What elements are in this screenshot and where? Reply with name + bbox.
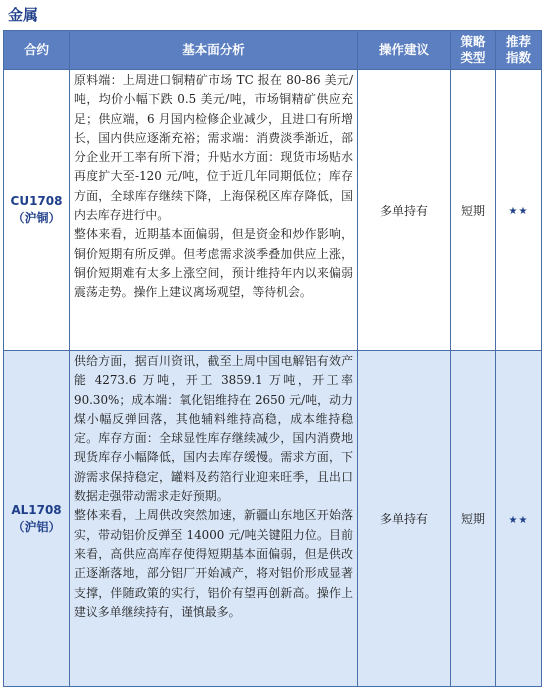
rating-stars-icon: ★★ — [508, 206, 529, 217]
table-row-copper — [4, 70, 542, 351]
contract-code: AL1708 — [11, 502, 62, 517]
header-contract: 合约 — [4, 31, 70, 70]
header-strategy — [451, 31, 496, 70]
section-title: 金属 — [8, 6, 39, 24]
advice-cell: 多单持有 — [358, 351, 451, 687]
contract-name: （沪铝） — [12, 519, 61, 534]
analysis-cell — [70, 70, 358, 351]
analysis-cell — [70, 351, 358, 687]
rating-stars-icon: ★★ — [508, 514, 529, 526]
contract-cell — [4, 351, 70, 687]
header-rating-line2: 指数 — [505, 50, 531, 65]
rating-cell — [496, 70, 542, 351]
table-row-aluminum — [4, 351, 542, 687]
contract-name: （沪铜） — [12, 211, 61, 225]
header-rating — [496, 31, 542, 70]
header-rating-line1: 推荐 — [505, 34, 531, 49]
contract-code: CU1708 — [10, 194, 63, 208]
contract-cell — [4, 70, 70, 351]
header-strategy-line2: 类型 — [460, 50, 486, 65]
analysis-paragraph-2: 整体来看，近期基本面偏弱，但是资金和炒作影响，铜价短期有所反弹。但考虑需求淡季叠加供应上涨，铜价短期难有太多上涨空间，预计维持年内以来偏弱震荡走势。操作上建议离场观望，等待机会。 — [74, 227, 353, 300]
futures-analysis-table — [3, 30, 542, 687]
table-header-row — [4, 31, 542, 70]
header-strategy-line1: 策略 — [460, 34, 486, 49]
header-analysis: 基本面分析 — [70, 31, 358, 70]
header-advice: 操作建议 — [358, 31, 451, 70]
analysis-paragraph-2: 整体来看，上周供改突然加速，新疆山东地区开始落实，带动铝价反弹至 14000 元/吨关键阻力位。目前来看，高供应高库存使得短期基本面偏弱，但是供改正逐渐落地，部分铝厂开始减产，将对铝价形成显著支撑，伴随政策的实行，铝价有望再创新高。操作上建议多单继续持有，谨慎最多。 — [74, 508, 353, 619]
strategy-cell: 短期 — [451, 70, 496, 351]
rating-cell — [496, 351, 542, 687]
strategy-cell: 短期 — [451, 351, 496, 687]
analysis-paragraph-1: 原料端：上周进口铜精矿市场 TC 报在 80-86 美元/吨，均价小幅下跌 0.5 美元/吨，市场铜精矿供应充足；供应端，6 月国内检修企业减少，且进口有所增长，国内供应逐渐充裕；需求端：消费淡季渐近，部分企业开工率有所下滑；升贴水方面：现货市场贴水再度扩大至-120 元/吨，位于近几年同期低位；库存方面，全球库存继续下降，上海保税区库存降低，国内去库存进行中。 — [74, 73, 353, 223]
analysis-paragraph-1: 供给方面，据百川资讯，截至上周中国电解铝有效产能 4273.6 万吨，开工 3859.1 万吨，开工率 90.30%；成本端：氧化铝维持在 2650 元/吨，动力煤小幅反弹回落，其他辅料维持高稳，成本维持稳定。库存方面：全球显性库存继续减少，国内消费地现货库存小幅降低，国内去库存缓慢。需求方面，下游需求保持稳定，罐料及药箔行业迎来旺季，且出口数据走强带动需求走好预期。 — [74, 354, 353, 504]
advice-cell: 多单持有 — [358, 70, 451, 351]
